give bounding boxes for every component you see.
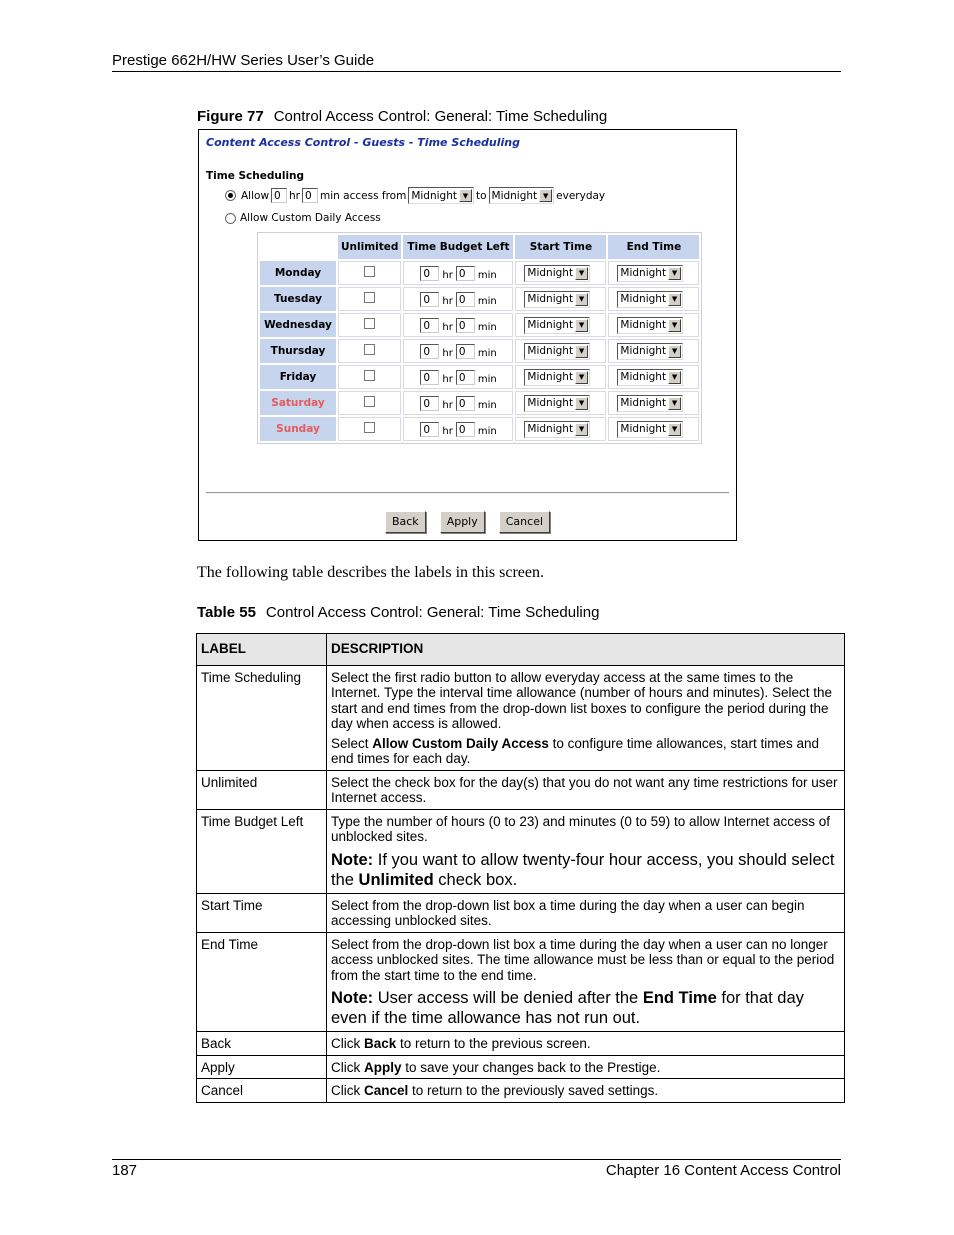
chevron-down-icon: ▼ — [668, 319, 681, 332]
allow-everyday-radio[interactable] — [225, 190, 236, 201]
bold-text: Apply — [364, 1059, 402, 1075]
start-time-value: Midnight — [527, 319, 574, 331]
start-cell — [515, 287, 606, 311]
chevron-down-icon: ▼ — [668, 423, 681, 436]
table-row — [260, 417, 699, 441]
day-label: Friday — [260, 365, 336, 389]
allow-min-input[interactable]: 0 — [302, 188, 318, 203]
start-time-value: Midnight — [527, 397, 574, 409]
table-row — [260, 391, 699, 415]
hr-unit: hr — [442, 321, 453, 333]
hr-unit: hr — [442, 399, 453, 411]
start-time-value: Midnight — [527, 371, 574, 383]
budget-min-input[interactable]: 0 — [456, 292, 475, 307]
bold-text: Back — [364, 1036, 397, 1051]
button-bar — [199, 511, 736, 533]
start-time-select[interactable] — [524, 369, 590, 386]
end-time-select[interactable] — [617, 343, 683, 360]
start-time-value: Midnight — [527, 423, 574, 435]
unlimited-checkbox[interactable] — [364, 266, 375, 277]
chevron-down-icon: ▼ — [575, 319, 588, 332]
budget-min-input[interactable]: 0 — [456, 344, 475, 359]
unlimited-cell — [338, 365, 401, 389]
chapter-title: Chapter 16 Content Access Control — [605, 1162, 841, 1179]
budget-min-input[interactable]: 0 — [456, 266, 475, 281]
table-row — [260, 261, 699, 285]
footer-rule — [112, 1159, 841, 1160]
min-unit: min — [477, 347, 497, 359]
table-row — [260, 287, 699, 311]
chevron-down-icon: ▼ — [668, 267, 681, 280]
row-label: End Time — [197, 932, 327, 1032]
description-text — [331, 736, 839, 767]
budget-hr-input[interactable]: 0 — [420, 370, 439, 385]
bold-text: End Time — [642, 989, 717, 1007]
start-time-select[interactable] — [524, 343, 590, 360]
budget-header: Time Budget Left — [403, 235, 513, 259]
intro-text: The following table describes the labels in this screen. — [197, 564, 545, 581]
text-run: Select — [331, 735, 373, 751]
text-run: to return to the previous screen. — [396, 1036, 591, 1051]
end-time-value: Midnight — [620, 345, 667, 357]
table-row — [197, 1079, 845, 1103]
hr-unit: hr — [442, 347, 453, 359]
unlimited-checkbox[interactable] — [364, 344, 375, 355]
day-label: Tuesday — [260, 287, 336, 311]
description-text: Select the first radio button to allow everyday access at the same times to the Internet. Type the interval time allowance (number of hours and minutes). Select the start and end times from the drop-down list boxes to configure the period during the day when access is allowed. — [331, 669, 833, 731]
unlimited-cell — [338, 313, 401, 337]
table-row — [260, 339, 699, 363]
row-description — [327, 932, 845, 1032]
day-label: Saturday — [260, 391, 336, 415]
start-cell — [515, 391, 606, 415]
allow-everyday-row — [225, 187, 605, 204]
chevron-down-icon: ▼ — [668, 397, 681, 410]
figure-title: Control Access Control: General: Time Scheduling — [273, 108, 608, 125]
end-cell — [608, 391, 699, 415]
budget-cell — [403, 339, 513, 363]
end-cell — [608, 417, 699, 441]
allow-to-value: Midnight — [491, 189, 538, 202]
table-caption — [197, 604, 599, 621]
custom-daily-radio[interactable] — [225, 213, 236, 224]
row-description — [327, 1055, 845, 1079]
custom-daily-row — [225, 212, 381, 224]
end-time-value: Midnight — [620, 319, 667, 331]
chevron-down-icon: ▼ — [575, 345, 588, 358]
end-time-select[interactable] — [617, 395, 683, 412]
min-unit: min — [477, 269, 497, 281]
figure-caption — [197, 108, 607, 125]
start-header: Start Time — [515, 235, 606, 259]
day-label: Sunday — [260, 417, 336, 441]
min-unit: min — [477, 295, 497, 307]
start-cell — [515, 365, 606, 389]
apply-button[interactable]: Apply — [440, 511, 485, 533]
table-row — [197, 770, 845, 809]
end-time-value: Midnight — [620, 397, 667, 409]
description-column-header: DESCRIPTION — [327, 634, 845, 666]
text-run: to configure time allowances, start times and end times for each day. — [331, 735, 819, 766]
row-description — [327, 665, 845, 770]
end-time-value: Midnight — [620, 293, 667, 305]
min-unit: min — [477, 425, 497, 437]
row-label: Time Scheduling — [197, 665, 327, 770]
budget-cell — [403, 391, 513, 415]
allow-to-label: to — [475, 189, 487, 202]
end-cell — [608, 339, 699, 363]
end-time-value: Midnight — [620, 371, 667, 383]
unlimited-cell — [338, 391, 401, 415]
start-time-value: Midnight — [527, 267, 574, 279]
table-row — [197, 665, 845, 770]
chevron-down-icon: ▼ — [668, 371, 681, 384]
row-label: Time Budget Left — [197, 809, 327, 893]
start-time-value: Midnight — [527, 345, 574, 357]
budget-hr-input[interactable]: 0 — [420, 344, 439, 359]
budget-cell — [403, 365, 513, 389]
start-time-select[interactable] — [524, 291, 590, 308]
budget-min-input[interactable]: 0 — [456, 370, 475, 385]
blank-header — [260, 235, 336, 259]
row-label: Start Time — [197, 893, 327, 932]
table-row — [260, 313, 699, 337]
start-time-select[interactable] — [524, 317, 590, 334]
table-number: Table 55 — [197, 604, 256, 621]
budget-min-input[interactable]: 0 — [456, 318, 475, 333]
text-run: check box. — [433, 870, 518, 889]
chevron-down-icon: ▼ — [575, 293, 588, 306]
text-run: Click — [331, 1083, 364, 1098]
budget-min-input[interactable]: 0 — [456, 396, 475, 411]
min-unit: min — [477, 321, 497, 333]
table-row — [197, 809, 845, 893]
allow-hr-label: hr — [289, 189, 301, 202]
chevron-down-icon: ▼ — [575, 371, 588, 384]
table-title: Control Access Control: General: Time Scheduling — [265, 604, 600, 621]
end-cell — [608, 365, 699, 389]
start-time-select[interactable] — [524, 265, 590, 282]
chevron-down-icon: ▼ — [575, 423, 588, 436]
end-header: End Time — [608, 235, 699, 259]
start-cell — [515, 339, 606, 363]
start-time-select[interactable] — [524, 421, 590, 438]
chevron-down-icon: ▼ — [668, 293, 681, 306]
start-time-select[interactable] — [524, 395, 590, 412]
end-time-value: Midnight — [620, 267, 667, 279]
text-run: Click — [331, 1059, 364, 1075]
budget-cell — [403, 287, 513, 311]
table-row — [197, 893, 845, 932]
unlimited-checkbox[interactable] — [364, 370, 375, 381]
unlimited-checkbox[interactable] — [364, 422, 375, 433]
row-label: Cancel — [197, 1079, 327, 1103]
row-description: Select from the drop-down list box a time during the day when a user can begin accessing unblocked sites. — [327, 893, 845, 932]
budget-cell — [403, 261, 513, 285]
allow-min-label: min access from — [320, 189, 407, 202]
budget-hr-input[interactable]: 0 — [420, 396, 439, 411]
end-time-value: Midnight — [620, 423, 667, 435]
budget-min-input[interactable]: 0 — [456, 422, 475, 437]
note-text — [331, 850, 839, 890]
note-text — [331, 988, 839, 1028]
start-time-value: Midnight — [527, 293, 574, 305]
row-description: Select the check box for the day(s) that you do not want any time restrictions for user Internet access. — [327, 770, 845, 809]
unlimited-header: Unlimited — [338, 235, 401, 259]
description-table — [196, 633, 845, 1103]
allow-to-select[interactable] — [489, 187, 555, 204]
end-cell — [608, 261, 699, 285]
bold-text: Allow Custom Daily Access — [372, 735, 549, 751]
end-time-select[interactable] — [617, 369, 683, 386]
text-run: to return to the previously saved settings. — [408, 1083, 659, 1098]
end-cell — [608, 287, 699, 311]
bold-text: Unlimited — [358, 870, 434, 889]
note-label: Note: — [331, 989, 374, 1007]
separator — [206, 492, 729, 494]
chevron-down-icon: ▼ — [575, 267, 588, 280]
note-label: Note: — [331, 850, 374, 869]
cancel-button[interactable]: Cancel — [499, 511, 550, 533]
end-time-select[interactable] — [617, 265, 683, 282]
budget-hr-input[interactable]: 0 — [420, 422, 439, 437]
running-header: Prestige 662H/HW Series User’s Guide — [112, 52, 375, 69]
screenshot-frame — [198, 129, 737, 541]
hr-unit: hr — [442, 295, 453, 307]
unlimited-checkbox[interactable] — [364, 292, 375, 303]
unlimited-cell — [338, 417, 401, 441]
unlimited-cell — [338, 287, 401, 311]
chevron-down-icon: ▼ — [539, 189, 552, 202]
label-column-header: LABEL — [197, 634, 327, 666]
end-time-select[interactable] — [617, 421, 683, 438]
text-run: If you want to allow twenty-four hour access, you should select the — [331, 850, 835, 889]
table-row — [197, 1055, 845, 1079]
row-label: Back — [197, 1032, 327, 1056]
text-run: User access will be denied after the — [373, 989, 643, 1007]
allow-label: Allow — [241, 189, 270, 202]
end-time-select[interactable] — [617, 317, 683, 334]
chevron-down-icon: ▼ — [668, 345, 681, 358]
description-text: Type the number of hours (0 to 23) and minutes (0 to 59) to allow Internet access of unblocked sites. — [331, 813, 831, 844]
hr-unit: hr — [442, 373, 453, 385]
budget-cell — [403, 417, 513, 441]
row-description — [327, 809, 845, 893]
unlimited-cell — [338, 261, 401, 285]
start-cell — [515, 313, 606, 337]
min-unit: min — [477, 399, 497, 411]
unlimited-cell — [338, 339, 401, 363]
hr-unit: hr — [442, 425, 453, 437]
section-heading: Time Scheduling — [206, 170, 305, 182]
figure-number: Figure 77 — [197, 108, 264, 125]
allow-from-value: Midnight — [411, 189, 457, 202]
row-description — [327, 1032, 845, 1056]
table-row — [197, 932, 845, 1032]
start-cell — [515, 417, 606, 441]
schedule-table — [257, 232, 702, 444]
bold-text: Cancel — [364, 1083, 409, 1098]
table-row — [260, 365, 699, 389]
hr-unit: hr — [442, 269, 453, 281]
custom-daily-label: Allow Custom Daily Access — [240, 212, 381, 224]
text-run: Click — [331, 1036, 364, 1051]
screen-title: Content Access Control - Guests - Time Scheduling — [206, 136, 521, 149]
budget-hr-input[interactable]: 0 — [420, 266, 439, 281]
day-label: Thursday — [260, 339, 336, 363]
row-label: Unlimited — [197, 770, 327, 809]
end-time-select[interactable] — [617, 291, 683, 308]
row-label: Apply — [197, 1055, 327, 1079]
text-run: for that day even if the time allowance has not run out. — [331, 989, 804, 1027]
page-number: 187 — [112, 1162, 138, 1179]
chevron-down-icon: ▼ — [459, 189, 472, 202]
allow-hr-input[interactable]: 0 — [271, 188, 287, 203]
start-cell — [515, 261, 606, 285]
header-rule — [112, 71, 841, 72]
budget-cell — [403, 313, 513, 337]
budget-hr-input[interactable]: 0 — [420, 292, 439, 307]
budget-hr-input[interactable]: 0 — [420, 318, 439, 333]
text-run: to save your changes back to the Prestige. — [401, 1059, 661, 1075]
day-label: Monday — [260, 261, 336, 285]
end-cell — [608, 313, 699, 337]
everyday-label: everyday — [556, 189, 606, 202]
allow-from-select[interactable] — [408, 187, 474, 204]
back-button[interactable]: Back — [385, 511, 426, 533]
description-text: Select from the drop-down list box a time during the day when a user can no longer access unblocked sites. The time allowance must be less than or equal to the period from the start time to the end time. — [331, 936, 835, 983]
unlimited-checkbox[interactable] — [364, 396, 375, 407]
min-unit: min — [477, 373, 497, 385]
day-label: Wednesday — [260, 313, 336, 337]
unlimited-checkbox[interactable] — [364, 318, 375, 329]
chevron-down-icon: ▼ — [575, 397, 588, 410]
row-description — [327, 1079, 845, 1103]
table-row — [197, 1032, 845, 1056]
